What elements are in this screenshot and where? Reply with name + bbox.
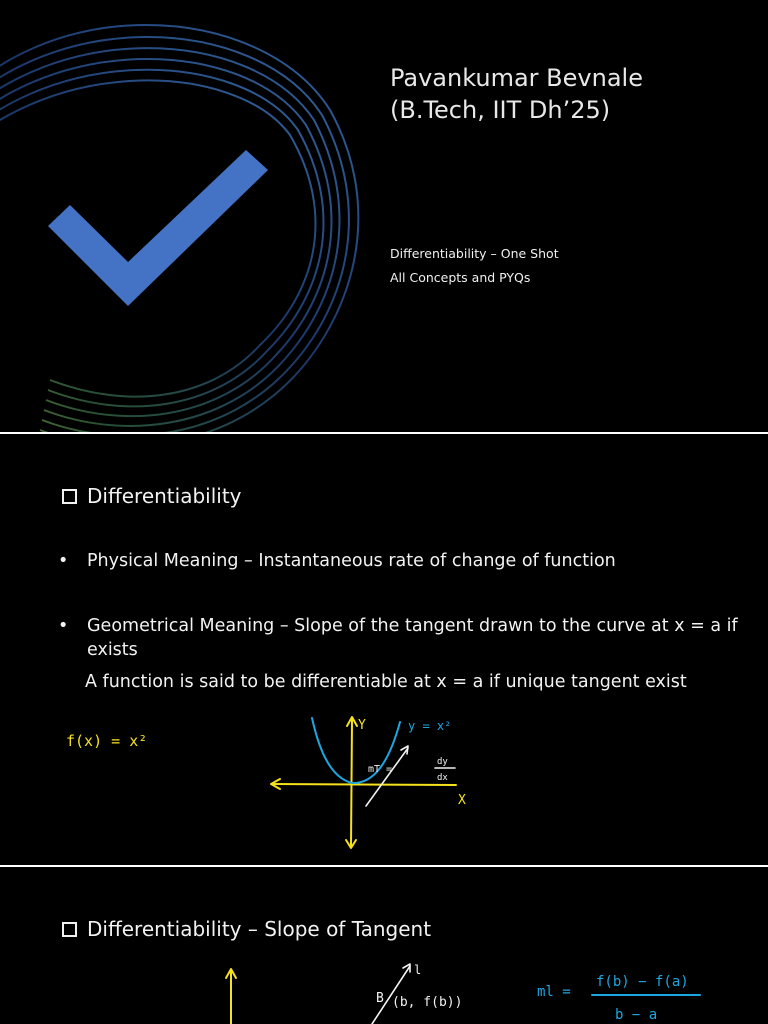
- line-label: l: [414, 963, 422, 977]
- author-name: Pavankumar Bevnale: [390, 64, 643, 92]
- bullet-dot: •: [58, 551, 69, 571]
- decorative-ring: [0, 0, 768, 432]
- checkbox-icon: [62, 922, 77, 937]
- bullet-dot: •: [58, 616, 69, 636]
- point-coordinates: (b, f(b)): [392, 995, 463, 1010]
- title-slide: [0, 0, 768, 432]
- slope-numerator: dy: [437, 757, 448, 767]
- author-block: [390, 62, 643, 126]
- slope-denominator: dx: [437, 773, 448, 783]
- bullet-text: Physical Meaning – Instantaneous rate of change of function: [87, 551, 616, 571]
- slope-lhs: mT =: [368, 764, 393, 775]
- slope-numerator: f(b) − f(a): [596, 974, 689, 990]
- author-degree: (B.Tech, IIT Dh’25): [390, 96, 611, 124]
- topic-subtitle: All Concepts and PYQs: [390, 270, 531, 285]
- slope-lhs: ml =: [537, 984, 571, 1000]
- slide-heading: [62, 484, 242, 508]
- slope-of-tangent-slide: [0, 867, 768, 1024]
- heading-text: Differentiability: [87, 484, 242, 508]
- topic-title: Differentiability – One Shot: [390, 246, 559, 261]
- checkmark-icon: [48, 150, 268, 306]
- point-label: B: [376, 991, 384, 1006]
- x-axis-label: X: [458, 793, 466, 808]
- y-axis-label: Y: [358, 718, 366, 733]
- heading-text: Differentiability – Slope of Tangent: [87, 917, 432, 941]
- definition-statement: A function is said to be differentiable at x = a if unique tangent exist: [85, 672, 687, 692]
- handwritten-sketch: [0, 954, 768, 1024]
- differentiability-slide: [0, 434, 768, 865]
- slope-denominator: b − a: [615, 1007, 658, 1023]
- checkbox-icon: [62, 489, 77, 504]
- function-label: f(x) = x²: [66, 732, 148, 750]
- bullet-text: Geometrical Meaning – Slope of the tangent drawn to the curve at x = a if exists: [87, 616, 738, 660]
- curve-label: y = x²: [408, 719, 452, 733]
- x-axis: [272, 784, 456, 785]
- slide-heading: [62, 917, 431, 941]
- handwritten-sketch: [0, 684, 768, 864]
